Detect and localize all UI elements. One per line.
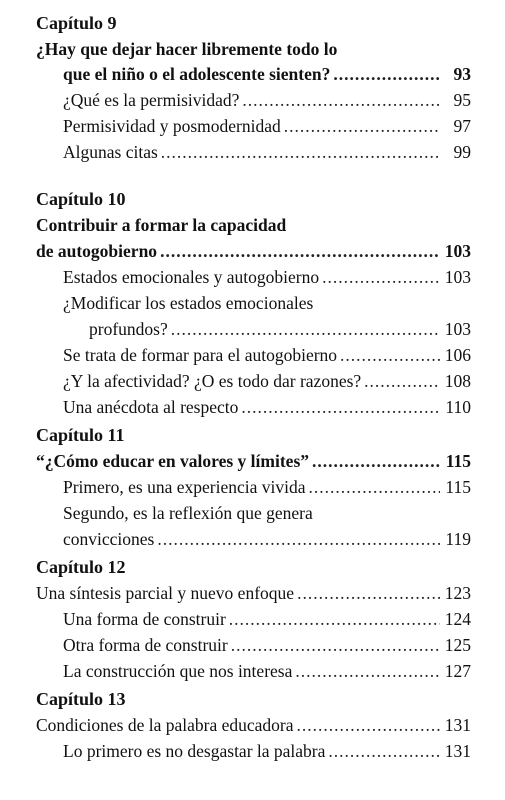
- dot-leader: [157, 528, 440, 550]
- toc-entry: [63, 370, 471, 392]
- toc-entry: [63, 634, 471, 656]
- toc-entry: [63, 660, 471, 682]
- entry-title: Algunas citas: [63, 142, 158, 162]
- toc-entry: [63, 476, 471, 498]
- entry-title: Permisividad y posmodernidad: [63, 116, 281, 136]
- dot-leader: [328, 740, 440, 762]
- toc-entry: [63, 344, 471, 366]
- dot-leader: [297, 714, 440, 736]
- chapter-title-line: Contribuir a formar la capacidad: [36, 215, 287, 235]
- chapter-heading: Capítulo 12: [36, 557, 126, 577]
- toc-entry: [63, 141, 471, 163]
- dot-leader: [333, 63, 440, 85]
- dot-leader: [297, 582, 440, 604]
- page-number: 123: [444, 583, 471, 603]
- entry-title: profundos?: [89, 319, 168, 339]
- page-number: 124: [444, 609, 471, 629]
- page-number: 127: [444, 661, 471, 681]
- entry-title: Una forma de construir: [63, 609, 226, 629]
- page-number: 97: [453, 116, 471, 136]
- dot-leader: [340, 344, 440, 366]
- entry-title: Condiciones de la palabra educadora: [36, 715, 294, 735]
- entry-title: “¿Cómo educar en valores y límites”: [36, 451, 310, 471]
- page-number: 115: [445, 451, 471, 471]
- chapter-heading: Capítulo 9: [36, 13, 117, 33]
- page-number: 125: [444, 635, 471, 655]
- entry-title: convicciones: [63, 529, 155, 549]
- entry-title: de autogobierno: [36, 241, 158, 261]
- entry-title: Primero, es una experiencia vivida: [63, 477, 306, 497]
- toc-entry: [63, 115, 471, 137]
- dot-leader: [312, 450, 440, 472]
- dot-leader: [364, 370, 440, 392]
- chapter-heading: Capítulo 13: [36, 689, 126, 709]
- entry-title: La construcción que nos interesa: [63, 661, 293, 681]
- page-number: 110: [445, 397, 471, 417]
- toc-entry: [89, 318, 471, 340]
- chapter-heading: Capítulo 11: [36, 425, 125, 445]
- page-number: 131: [444, 741, 471, 761]
- dot-leader: [242, 89, 440, 111]
- page-number: 99: [453, 142, 471, 162]
- entry-title: Otra forma de construir: [63, 635, 228, 655]
- toc-entry: [63, 740, 471, 762]
- chapter-heading: Capítulo 10: [36, 189, 126, 209]
- page-number: 115: [445, 477, 471, 497]
- page-number: 108: [444, 371, 471, 391]
- toc-entry: [36, 450, 471, 472]
- page-number: 103: [444, 267, 471, 287]
- dot-leader: [295, 660, 440, 682]
- dot-leader: [229, 608, 440, 630]
- entry-title: Una anécdota al respecto: [63, 397, 239, 417]
- dot-leader: [322, 266, 440, 288]
- toc-entry: [63, 89, 471, 111]
- dot-leader: [171, 318, 440, 340]
- page-number: 119: [445, 529, 471, 549]
- entry-title: Una síntesis parcial y nuevo enfoque: [36, 583, 295, 603]
- page-number: 103: [444, 241, 471, 261]
- page-number: 103: [444, 319, 471, 339]
- toc-entry: [63, 528, 471, 550]
- entry-title: ¿Y la afectividad? ¿O es todo dar razones?: [63, 371, 362, 391]
- dot-leader: [308, 476, 440, 498]
- toc-entry: [63, 608, 471, 630]
- toc-entry: [63, 396, 471, 418]
- entry-title: ¿Qué es la permisividad?: [63, 90, 240, 110]
- entry-title-line: ¿Modificar los estados emocionales: [63, 293, 314, 313]
- toc-entry: [36, 582, 471, 604]
- dot-leader: [284, 115, 440, 137]
- toc-entry: [36, 240, 471, 262]
- dot-leader: [160, 240, 440, 262]
- toc-entry: [63, 266, 471, 288]
- page-number: 93: [453, 64, 471, 84]
- chapter-title-line: ¿Hay que dejar hacer libremente todo lo: [36, 39, 338, 59]
- dot-leader: [161, 141, 440, 163]
- page-number: 106: [444, 345, 471, 365]
- entry-title: Lo primero es no desgastar la palabra: [63, 741, 326, 761]
- dot-leader: [241, 396, 440, 418]
- entry-title-line: Segundo, es la reflexión que genera: [63, 503, 313, 523]
- entry-title: Estados emocionales y autogobierno: [63, 267, 320, 287]
- toc-entry: [63, 63, 471, 85]
- dot-leader: [231, 634, 440, 656]
- entry-title: Se trata de formar para el autogobierno: [63, 345, 338, 365]
- toc-entry: [36, 714, 471, 736]
- entry-title: que el niño o el adolescente sienten?: [63, 64, 331, 84]
- page-number: 95: [453, 90, 471, 110]
- page-number: 131: [444, 715, 471, 735]
